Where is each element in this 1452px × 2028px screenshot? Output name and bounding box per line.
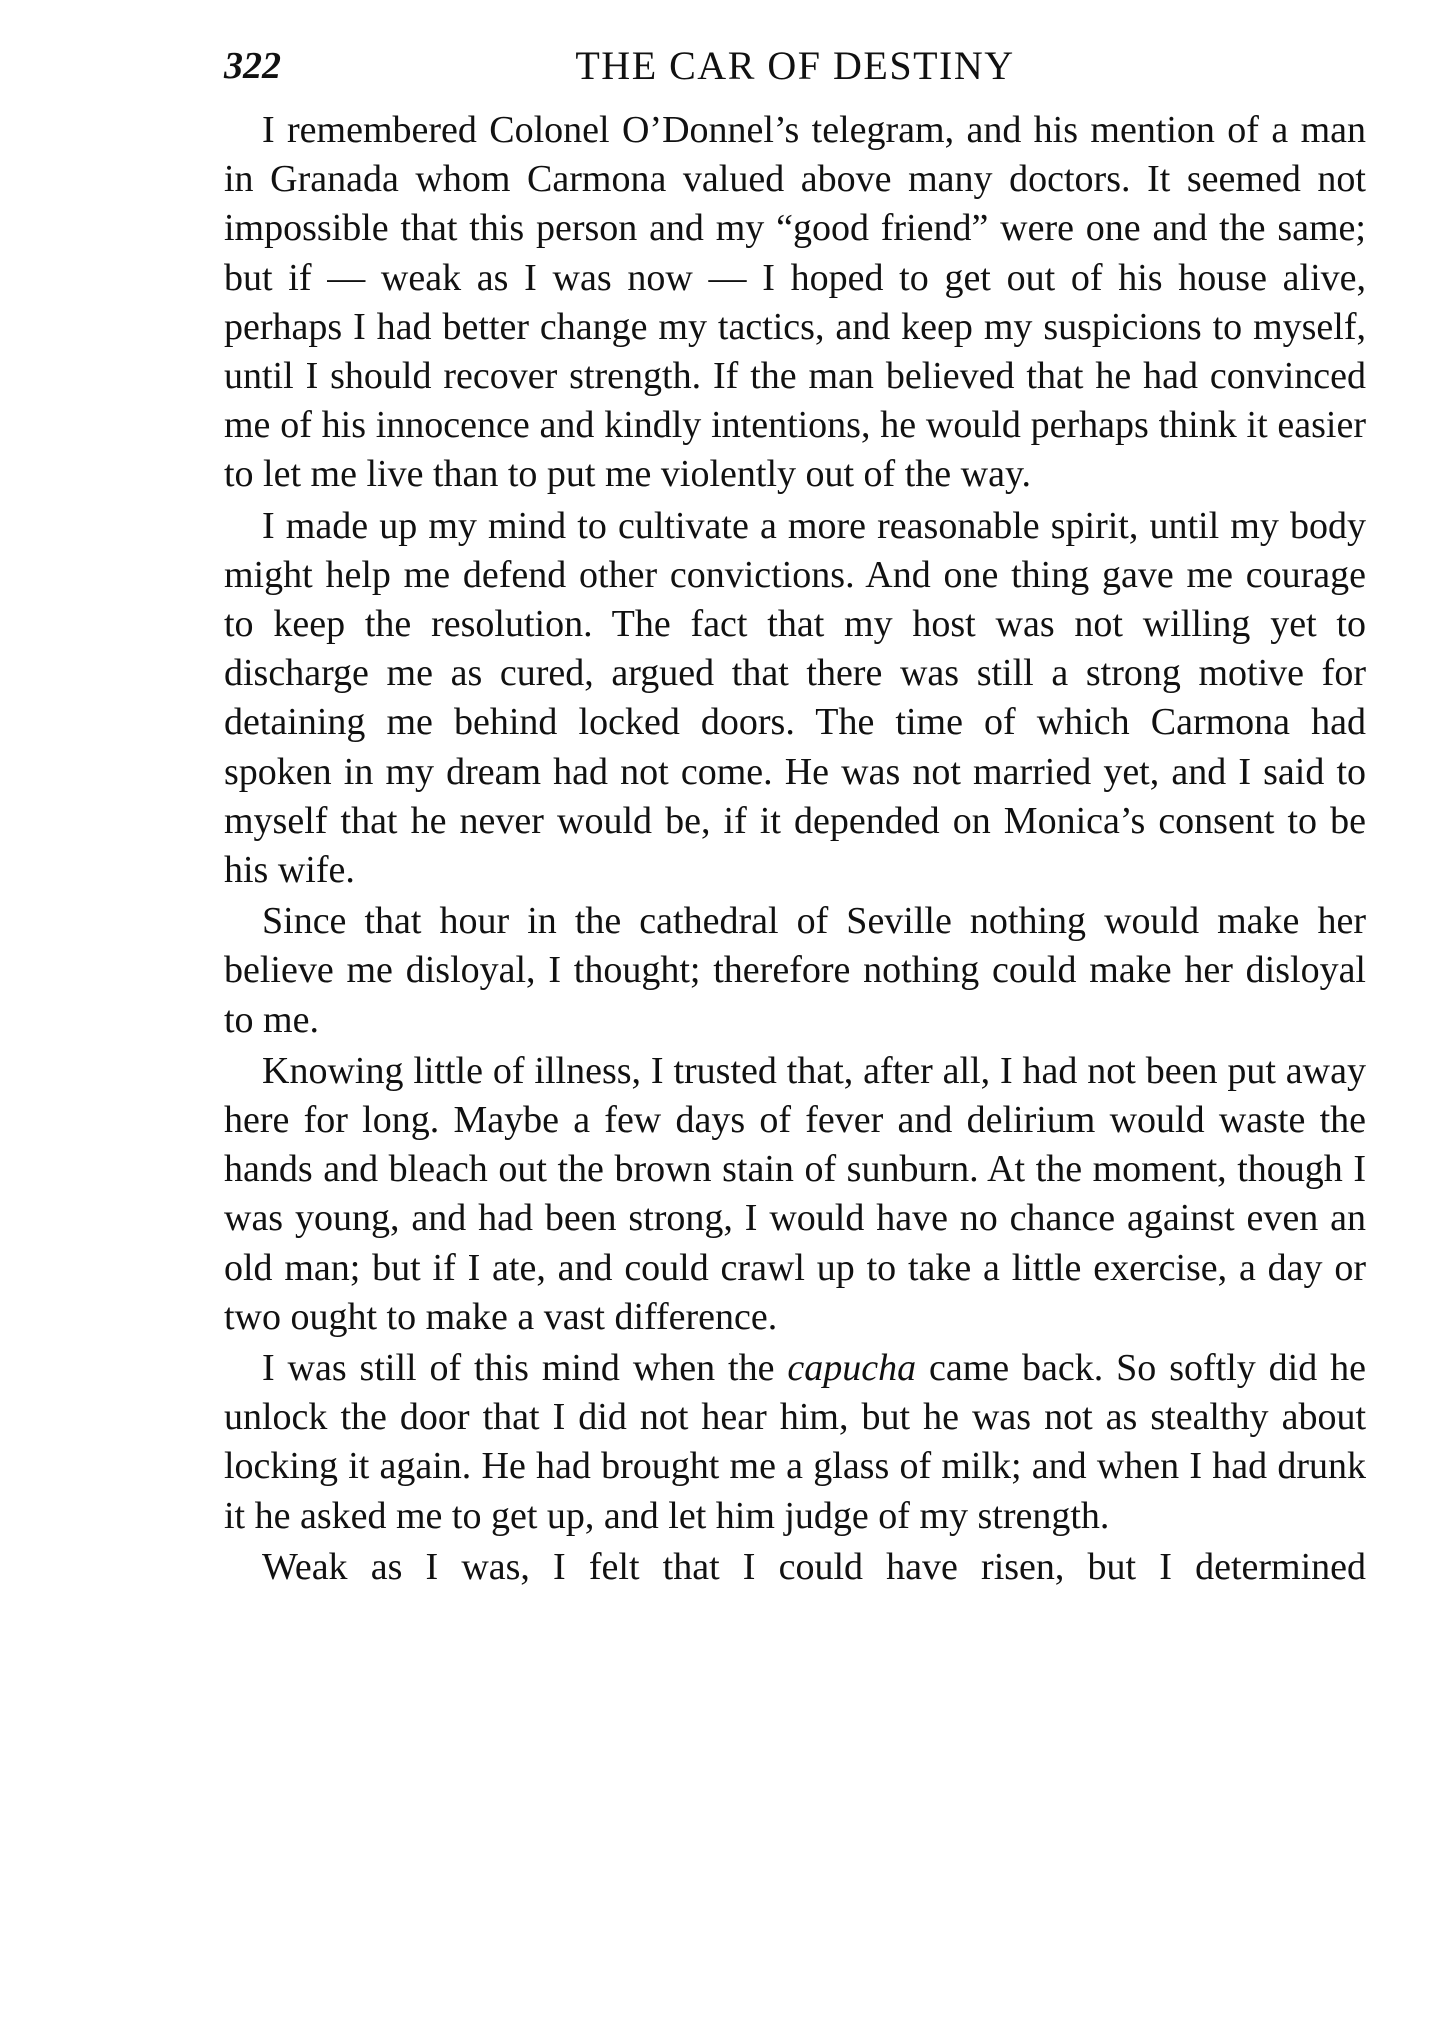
paragraph: I made up my mind to cultivate a more reasonable spirit, until my body might help me defend other convictions. And one thing gave me courage to keep the resolution. The fact that my host was not willing yet to discharge me as cured, argued that there was still a strong motive for detaining me behind locked doors. The time of which Carmona had spoken in my dream had not come. He was not married yet, and I said to myself that he never would be, if it depended on Monica’s consent to be his wife. [224, 504, 1366, 892]
italic-word: capucha [787, 1347, 917, 1390]
paragraph: Since that hour in the cathedral of Seville nothing would make her believe me disloyal, I thought; therefore nothing could make her disloyal to me. [224, 900, 1366, 1041]
running-title: THE CAR OF DESTINY [575, 43, 1015, 88]
body-text [224, 106, 1366, 1594]
paragraph [224, 1344, 1366, 1541]
paragraph: I remembered Colonel O’Donnel’s telegram, and his mention of a man in Granada whom Carmona valued above many doctors. It seemed not impossible that this person and my “good friend” were one and the same; but if — weak as I was now — I hoped to get out of his house alive, perhaps I had better change my tactics, and keep my suspicions to myself, until I should recover strength. If the man believed that he had convinced me of his innocence and kindly intentions, he would perhaps think it easier to let me live than to put me violently out of the way. [224, 109, 1366, 496]
paragraph: Knowing little of illness, I trusted that, after all, I had not been put away here for long. Maybe a few days of fever and delirium would waste the hands and bleach out the brown stain of sunburn. At the moment, though I was young, and had been strong, I would have no chance against even an old man; but if I ate, and could crawl up to take a little exercise, a day or two ought to make a vast difference. [224, 1049, 1366, 1338]
page-number: 322 [224, 45, 281, 87]
paragraph: Weak as I was, I felt that I could have risen, but I determined [262, 1545, 1366, 1588]
paragraph-text: came back. So softly did he unlock the door that I did not hear him, but he was not as stealthy about locking it again. He had brought me a glass of milk; and when I had drunk it he asked me to get up, and let him judge of my strength. [224, 1347, 1366, 1537]
paragraph-text: I was still of this mind when the [262, 1347, 788, 1390]
page-header [224, 36, 1366, 96]
